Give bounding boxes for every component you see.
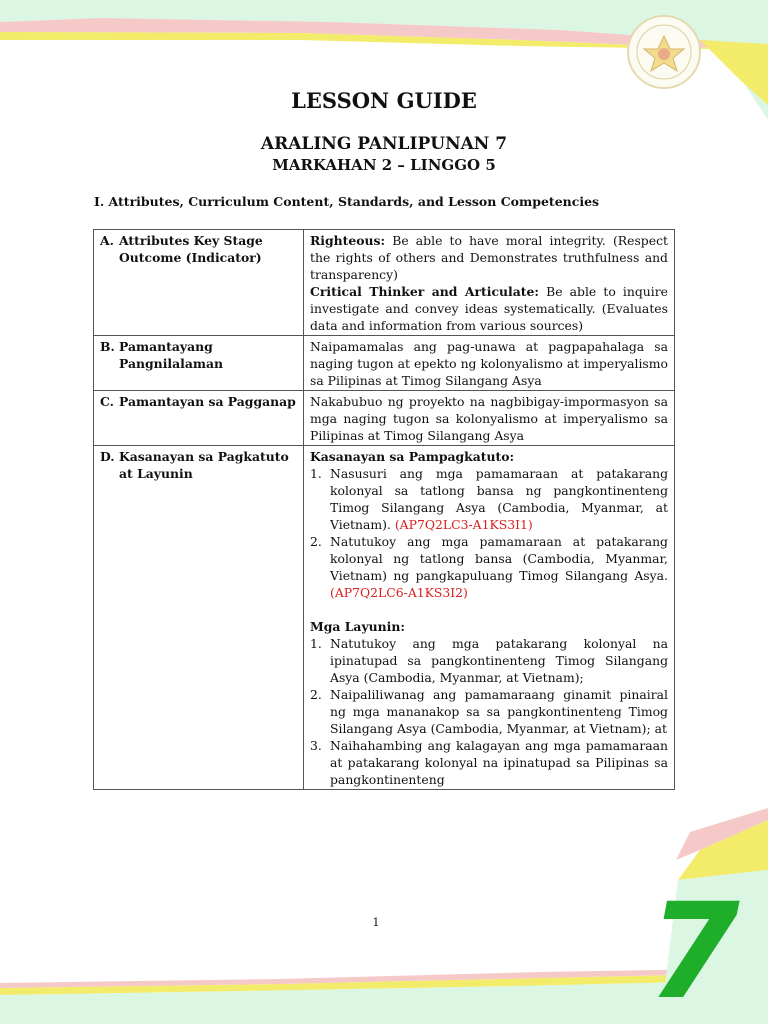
kasanayan-heading: Kasanayan sa Pampagkatuto: xyxy=(310,449,515,464)
righteous-label: Righteous: xyxy=(310,233,386,248)
row-label xyxy=(94,446,304,790)
list-number: 2. xyxy=(310,534,322,549)
row-letter: B. xyxy=(100,339,115,354)
layunin-list xyxy=(310,635,668,788)
list-number: 2. xyxy=(310,687,322,702)
layunin-heading: Mga Layunin: xyxy=(310,619,405,634)
list-item xyxy=(310,686,668,737)
row-label xyxy=(94,336,304,391)
list-text: Naipaliliwanag ang pamamaraang ginamit pinairal ng mga mananakop sa sa pangkontinenteng Timog Silangang Asya (Cambodia, Myanmar, at Vietnam); at xyxy=(330,687,668,736)
deped-seal-icon xyxy=(626,14,702,90)
kasanayan-list xyxy=(310,465,668,601)
row-content: Nakabubuo ng proyekto na nagbibigay-impormasyon sa mga naging tugon sa kolonyalismo at imperyalismo sa Pilipinas at Timog Silangang Asya xyxy=(304,391,675,446)
list-text: Nasusuri ang mga pamamaraan at patakarang kolonyal sa tatlong bansa ng pangkontinenteng Timog Silangang Asya (Cambodia, Myanmar, at Vietnam). xyxy=(330,466,668,532)
table-row xyxy=(94,391,675,446)
row-content xyxy=(304,230,675,336)
grade-level-mark: 7 xyxy=(648,875,740,1029)
table-row xyxy=(94,336,675,391)
list-number: 3. xyxy=(310,738,322,753)
row-label-text: Pamantayang Pangnilalaman xyxy=(119,339,224,371)
list-text: Naihahambing ang kalagayan ang mga pamamaraan at patakarang kolonyal na ipinatupad sa Pilipinas sa pangkontinenteng xyxy=(330,738,668,787)
page-number: 1 xyxy=(372,916,380,929)
row-content: Naipamamalas ang pag-unawa at pagpapahalaga sa naging tugon at epekto ng kolonyalismo at imperyalismo sa Pilipinas at Timog Silangang Asya xyxy=(304,336,675,391)
critical-text: Be able to inquire investigate and convey ideas systematically. (Evaluates data and information from various sources) xyxy=(310,284,668,333)
critical-label: Critical Thinker and Articulate: xyxy=(310,284,539,299)
list-item xyxy=(310,737,668,788)
row-letter: D. xyxy=(100,449,115,464)
list-text: Natutukoy ang mga patakarang kolonyal na ipinatupad sa pangkontinenteng Timog Silangang Asya (Cambodia, Myanmar, at Vietnam); xyxy=(330,636,668,685)
table-row xyxy=(94,230,675,336)
row-label xyxy=(94,391,304,446)
subject-title: ARALING PANLIPUNAN 7 xyxy=(260,134,508,154)
table-row xyxy=(94,446,675,790)
row-label-text: Attributes Key Stage Outcome (Indicator) xyxy=(119,233,263,265)
row-label xyxy=(94,230,304,336)
row-label-text: Pamantayan sa Pagganap xyxy=(119,394,296,409)
row-letter: C. xyxy=(100,394,114,409)
list-item xyxy=(310,465,668,533)
row-letter: A. xyxy=(100,233,114,248)
list-number: 1. xyxy=(310,636,322,651)
page-title: LESSON GUIDE xyxy=(291,88,477,113)
list-text: Natutukoy ang mga pamamaraan at patakarang kolonyal ng tatlong bansa (Cambodia, Myanmar, Vietnam) ng pangkapuluang Timog Silangang Asya. xyxy=(330,534,668,583)
list-number: 1. xyxy=(310,466,322,481)
section-heading: I. Attributes, Curriculum Content, Standards, and Lesson Competencies xyxy=(94,194,600,209)
righteous-text: Be able to have moral integrity. (Respect the rights of others and Demonstrates truthfulness and transparency) xyxy=(310,233,668,282)
list-item xyxy=(310,635,668,686)
competency-code: (AP7Q2LC6-A1KS3I2) xyxy=(330,585,468,600)
row-content xyxy=(304,446,675,790)
row-label-text: Kasanayan sa Pagkatuto at Layunin xyxy=(119,449,289,481)
list-item xyxy=(310,533,668,601)
quarter-week-title: MARKAHAN 2 – LINGGO 5 xyxy=(272,156,496,174)
competency-code: (AP7Q2LC3-A1KS3I1) xyxy=(394,517,533,532)
competencies-table xyxy=(93,229,675,790)
